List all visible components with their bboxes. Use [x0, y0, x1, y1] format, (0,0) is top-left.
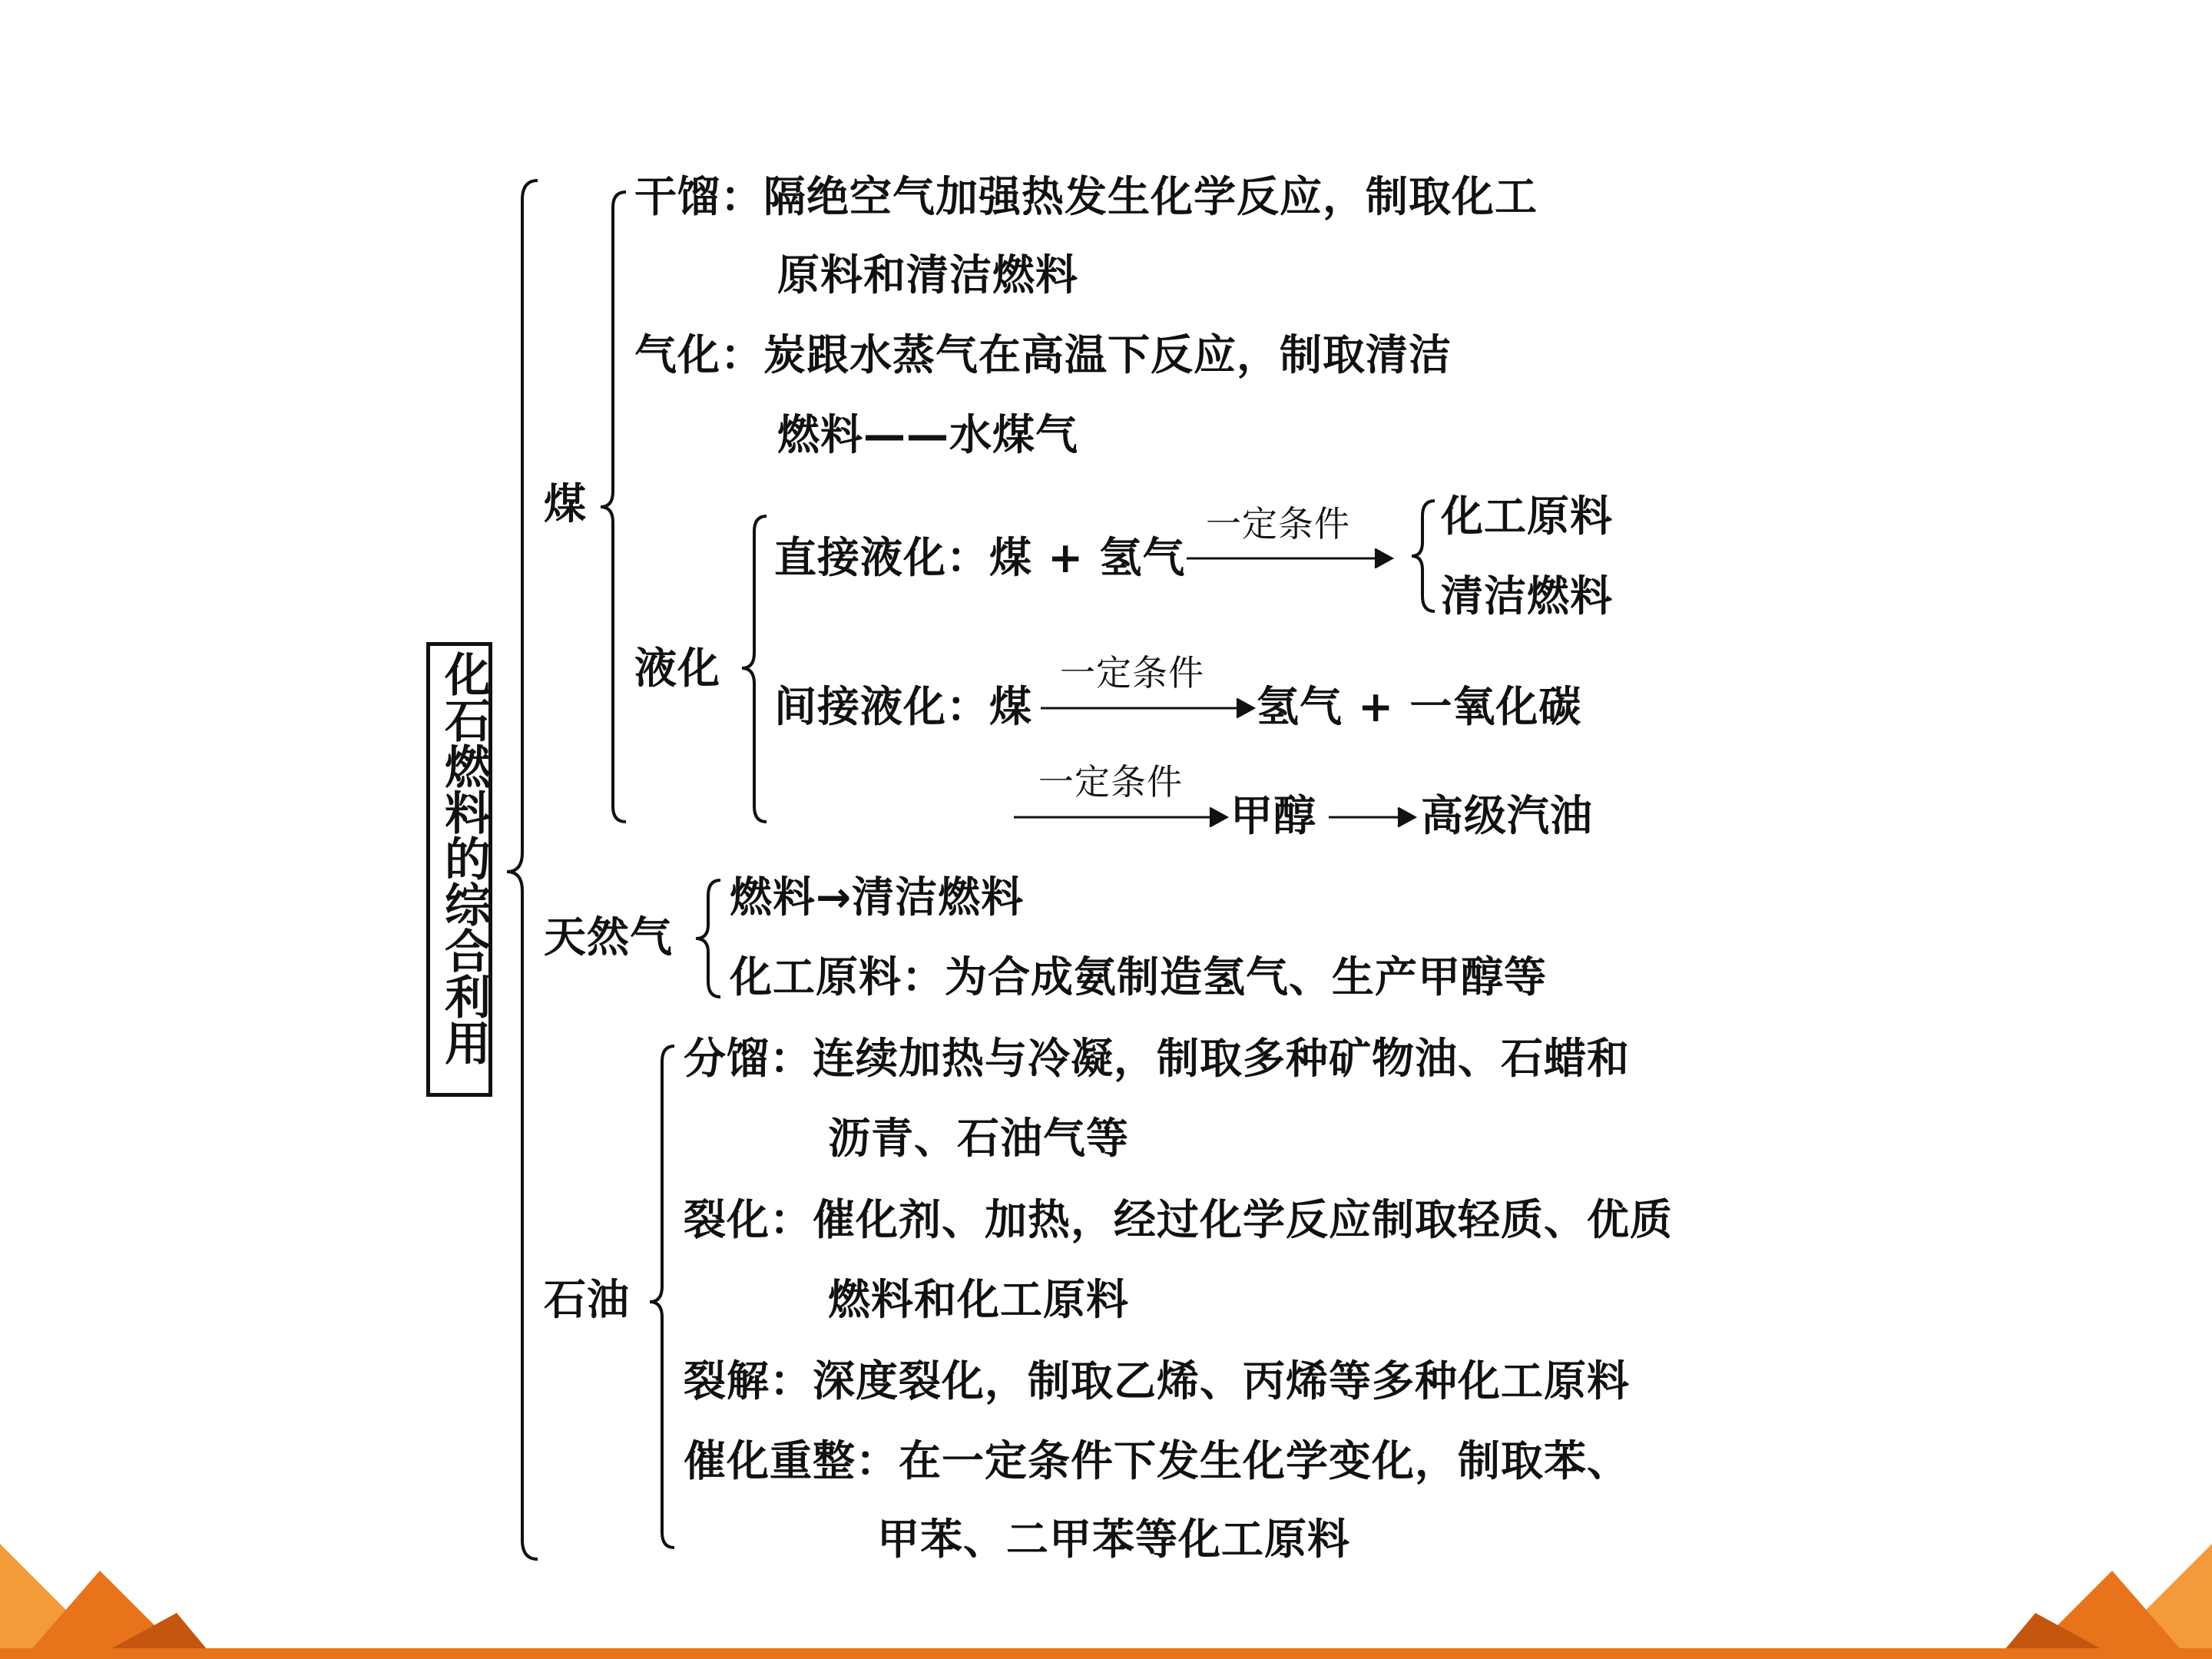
methanol-condition: 一定条件 [1038, 761, 1183, 803]
natural-gas-item-2: 化工原料：为合成氨制造氢气、生产甲醇等 [730, 952, 1548, 1002]
direct-output-2: 清洁燃料 [1441, 571, 1614, 621]
cracking-line1: 裂化：催化剂、加热，经过化学反应制取轻质、优质 [684, 1195, 1674, 1244]
natural-gas-item-1: 燃料→清洁燃料 [730, 873, 1025, 922]
liquefy-bracket [742, 516, 767, 822]
direct-liquefaction: 直接液化：煤 + 氢气 [774, 533, 1186, 582]
main-bracket [507, 180, 538, 1559]
title-box [426, 642, 492, 1097]
deep-cracking-line1: 裂解：深度裂化，制取乙烯、丙烯等多种化工原料 [684, 1356, 1631, 1406]
natural-gas-brace [696, 880, 720, 997]
arrow-indirect [1041, 699, 1253, 717]
indirect-product: 氢气 + 一氧化碳 [1257, 682, 1582, 731]
arrow-direct [1187, 549, 1392, 568]
fractional-distillation-line1: 分馏：连续加热与冷凝，制取多种矿物油、石蜡和 [684, 1034, 1631, 1083]
arrow-methanol [1014, 808, 1227, 826]
diagram-title: 化石燃料的综合利用 [437, 651, 491, 1065]
coal-label: 煤 [544, 479, 588, 528]
liquefaction-label: 液化 [634, 644, 721, 693]
fractional-distillation-line2: 沥青、石油气等 [828, 1114, 1130, 1163]
cracking-line2: 燃料和化工原料 [828, 1275, 1130, 1324]
catalytic-reforming-line1: 催化重整：在一定条件下发生化学变化，制取苯、 [684, 1436, 1631, 1485]
petroleum-bracket [650, 1046, 674, 1548]
coal-bracket [601, 192, 626, 822]
natural-gas-label: 天然气 [544, 912, 674, 962]
dry-distillation-line2: 原料和清洁燃料 [777, 250, 1079, 300]
direct-output-brace [1412, 501, 1435, 611]
direct-output-1: 化工原料 [1441, 492, 1614, 541]
gasification-line2: 燃料——水煤气 [777, 410, 1079, 459]
dry-distillation-line1: 干馏：隔绝空气加强热发生化学反应，制取化工 [634, 172, 1538, 221]
catalytic-reforming-line2: 甲苯、二甲苯等化工原料 [877, 1515, 1351, 1564]
methanol-product: 甲醇 [1230, 791, 1317, 840]
gasoline-product: 高级汽油 [1421, 791, 1594, 840]
indirect-condition: 一定条件 [1060, 652, 1204, 694]
indirect-liquefaction: 间接液化：煤 [774, 682, 1033, 731]
direct-condition: 一定条件 [1206, 503, 1350, 545]
petroleum-label: 石油 [544, 1275, 631, 1324]
gasification-line1: 气化：炭跟水蒸气在高温下反应，制取清洁 [634, 330, 1452, 379]
arrow-gasoline [1329, 808, 1415, 826]
